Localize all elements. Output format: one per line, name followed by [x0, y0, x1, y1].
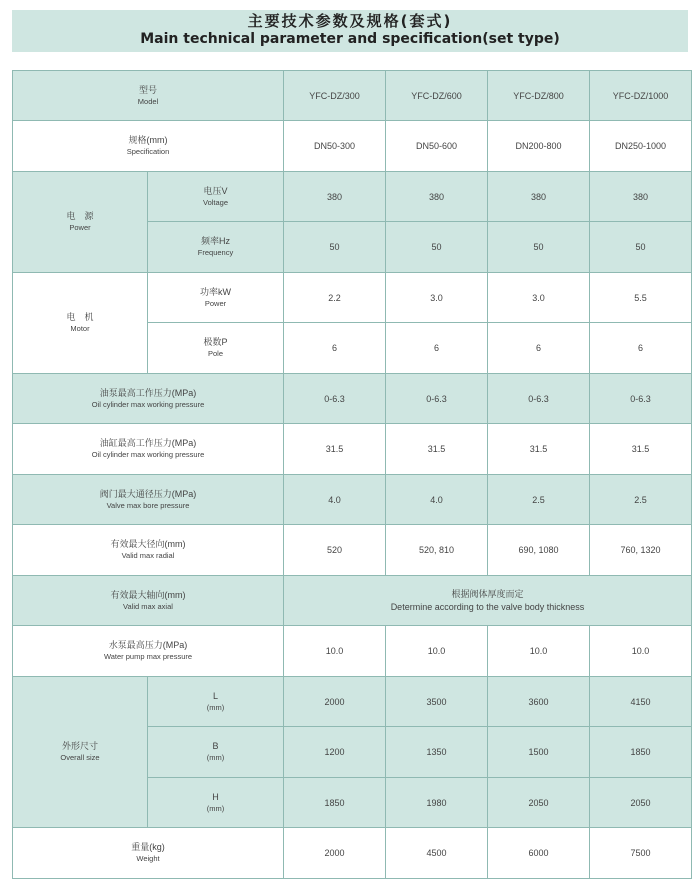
row-oil-pump-pressure: [13, 374, 692, 424]
label-frequency: [148, 222, 284, 273]
cell-value: 2050: [488, 778, 590, 828]
label-dim: H: [212, 791, 219, 802]
cell-value: 3.0: [386, 273, 488, 323]
cell-value: 0-6.3: [590, 374, 692, 424]
cell-value: 10.0: [284, 626, 386, 677]
model-col-3: YFC-DZ/800: [488, 71, 590, 121]
label-valve-bore-pressure: [13, 475, 284, 525]
label-en: Specification: [126, 147, 170, 156]
label-model: [13, 71, 284, 121]
label-unit: (mm): [206, 803, 225, 813]
label-motor-group: [13, 273, 148, 374]
label-en: Voltage: [202, 197, 229, 207]
label-zh: 规格(mm): [128, 135, 168, 145]
cell-value: 10.0: [386, 626, 488, 677]
label-motor-power: [148, 273, 284, 323]
row-valid-max-axial: [13, 576, 692, 626]
label-zh: 水泵最高压力(MPa): [108, 640, 188, 650]
cell-value: 1850: [590, 727, 692, 778]
cell-value: 520: [284, 525, 386, 576]
label-zh: 极数P: [203, 337, 228, 347]
row-water-pump-pressure: [13, 626, 692, 677]
label-valid-max-axial: [13, 576, 284, 626]
cell-value: 380: [488, 172, 590, 222]
label-en: Model: [137, 96, 159, 106]
title-english: Main technical parameter and specification(set type): [140, 31, 560, 47]
label-valid-max-radial: [13, 525, 284, 576]
note-zh: 根据阀体厚度而定: [451, 588, 524, 599]
label-oil-cylinder-pressure: [13, 424, 284, 475]
row-motor-power: [13, 273, 692, 323]
cell-value: 3600: [488, 677, 590, 727]
cell-value: 2000: [284, 677, 386, 727]
row-oil-cylinder-pressure: [13, 424, 692, 475]
label-water-pump-pressure: [13, 626, 284, 677]
cell-value: 760, 1320: [590, 525, 692, 576]
label-zh: 有效最大轴向(mm): [110, 589, 186, 600]
label-overall-size-group: [13, 677, 148, 828]
cell-value: 2000: [284, 828, 386, 879]
row-weight: [13, 828, 692, 879]
row-voltage: [13, 172, 692, 222]
label-zh: 重量(kg): [131, 842, 165, 852]
label-zh: 油缸最高工作压力(MPa): [99, 438, 197, 448]
row-overall-l: [13, 677, 692, 727]
cell-value: 50: [386, 222, 488, 273]
cell-value: 6: [590, 323, 692, 374]
label-zh: 有效最大径向(mm): [110, 539, 186, 549]
cell-value: 31.5: [386, 424, 488, 475]
label-power-group: [13, 172, 148, 273]
cell-value: 6: [386, 323, 488, 374]
label-overall-b: [148, 727, 284, 778]
label-zh: 电压V: [203, 185, 228, 196]
cell-value: 1200: [284, 727, 386, 778]
label-zh: 频率Hz: [201, 236, 230, 246]
cell-value: 7500: [590, 828, 692, 879]
page-title-banner: [12, 10, 688, 52]
row-specification: [13, 121, 692, 172]
label-zh: 型号: [138, 84, 157, 95]
label-en: Motor: [70, 324, 90, 333]
cell-value: 3.0: [488, 273, 590, 323]
label-en: Pole: [207, 349, 223, 358]
label-dim: L: [212, 690, 218, 701]
cell-value: 1850: [284, 778, 386, 828]
label-zh: 电 机: [66, 312, 94, 322]
label-en: Oil cylinder max working pressure: [91, 399, 205, 409]
cell-value: 50: [488, 222, 590, 273]
label-overall-l: [148, 677, 284, 727]
title-chinese: 主要技术参数及规格(套式): [247, 12, 453, 30]
cell-value: 690, 1080: [488, 525, 590, 576]
cell-value: 2050: [590, 778, 692, 828]
row-model: [13, 71, 692, 121]
label-motor-pole: [148, 323, 284, 374]
cell-value: 4500: [386, 828, 488, 879]
label-en: Frequency: [197, 248, 234, 257]
label-overall-h: [148, 778, 284, 828]
cell-value: DN50-600: [386, 121, 488, 172]
label-weight: [13, 828, 284, 879]
row-valid-max-radial: [13, 525, 692, 576]
cell-value: 2.2: [284, 273, 386, 323]
spec-table: [12, 70, 692, 879]
label-zh: 外形尺寸: [61, 741, 98, 751]
note-en: Determine according to the valve body thickness: [390, 601, 585, 612]
cell-value: 31.5: [488, 424, 590, 475]
label-en: Weight: [136, 854, 160, 863]
label-dim: B: [212, 741, 219, 751]
label-en: Valve max bore pressure: [106, 500, 190, 510]
cell-value: 380: [590, 172, 692, 222]
cell-value: 2.5: [488, 475, 590, 525]
label-zh: 电 源: [66, 211, 94, 221]
label-zh: 阀门最大通径压力(MPa): [99, 488, 197, 499]
label-en: Power: [69, 223, 91, 232]
cell-value: 0-6.3: [488, 374, 590, 424]
label-en: Overall size: [60, 753, 100, 762]
model-col-2: YFC-DZ/600: [386, 71, 488, 121]
cell-value: 4.0: [386, 475, 488, 525]
label-en: Water pump max pressure: [103, 652, 193, 661]
label-unit: (mm): [206, 702, 225, 712]
cell-value: 31.5: [590, 424, 692, 475]
cell-value: DN250-1000: [590, 121, 692, 172]
axial-note: [284, 576, 692, 626]
label-zh: 功率kW: [200, 286, 231, 297]
cell-value: DN200-800: [488, 121, 590, 172]
cell-value: 50: [590, 222, 692, 273]
label-specification: [13, 121, 284, 172]
cell-value: 0-6.3: [284, 374, 386, 424]
cell-value: 520, 810: [386, 525, 488, 576]
model-col-1: YFC-DZ/300: [284, 71, 386, 121]
cell-value: DN50-300: [284, 121, 386, 172]
cell-value: 1980: [386, 778, 488, 828]
cell-value: 50: [284, 222, 386, 273]
cell-value: 380: [386, 172, 488, 222]
label-en: Power: [204, 298, 227, 308]
cell-value: 10.0: [590, 626, 692, 677]
cell-value: 5.5: [590, 273, 692, 323]
model-col-4: YFC-DZ/1000: [590, 71, 692, 121]
label-en: Valid max axial: [123, 601, 173, 611]
label-en: Oil cylinder max working pressure: [91, 450, 205, 459]
cell-value: 3500: [386, 677, 488, 727]
cell-value: 6: [284, 323, 386, 374]
cell-value: 1350: [386, 727, 488, 778]
cell-value: 2.5: [590, 475, 692, 525]
cell-value: 1500: [488, 727, 590, 778]
cell-value: 6: [488, 323, 590, 374]
cell-value: 4150: [590, 677, 692, 727]
cell-value: 31.5: [284, 424, 386, 475]
cell-value: 0-6.3: [386, 374, 488, 424]
cell-value: 6000: [488, 828, 590, 879]
cell-value: 380: [284, 172, 386, 222]
label-oil-pump-pressure: [13, 374, 284, 424]
label-en: Valid max radial: [121, 551, 175, 560]
row-valve-bore-pressure: [13, 475, 692, 525]
label-voltage: [148, 172, 284, 222]
cell-value: 10.0: [488, 626, 590, 677]
label-unit: (mm): [206, 753, 225, 762]
label-zh: 油泵最高工作压力(MPa): [99, 387, 197, 398]
cell-value: 4.0: [284, 475, 386, 525]
